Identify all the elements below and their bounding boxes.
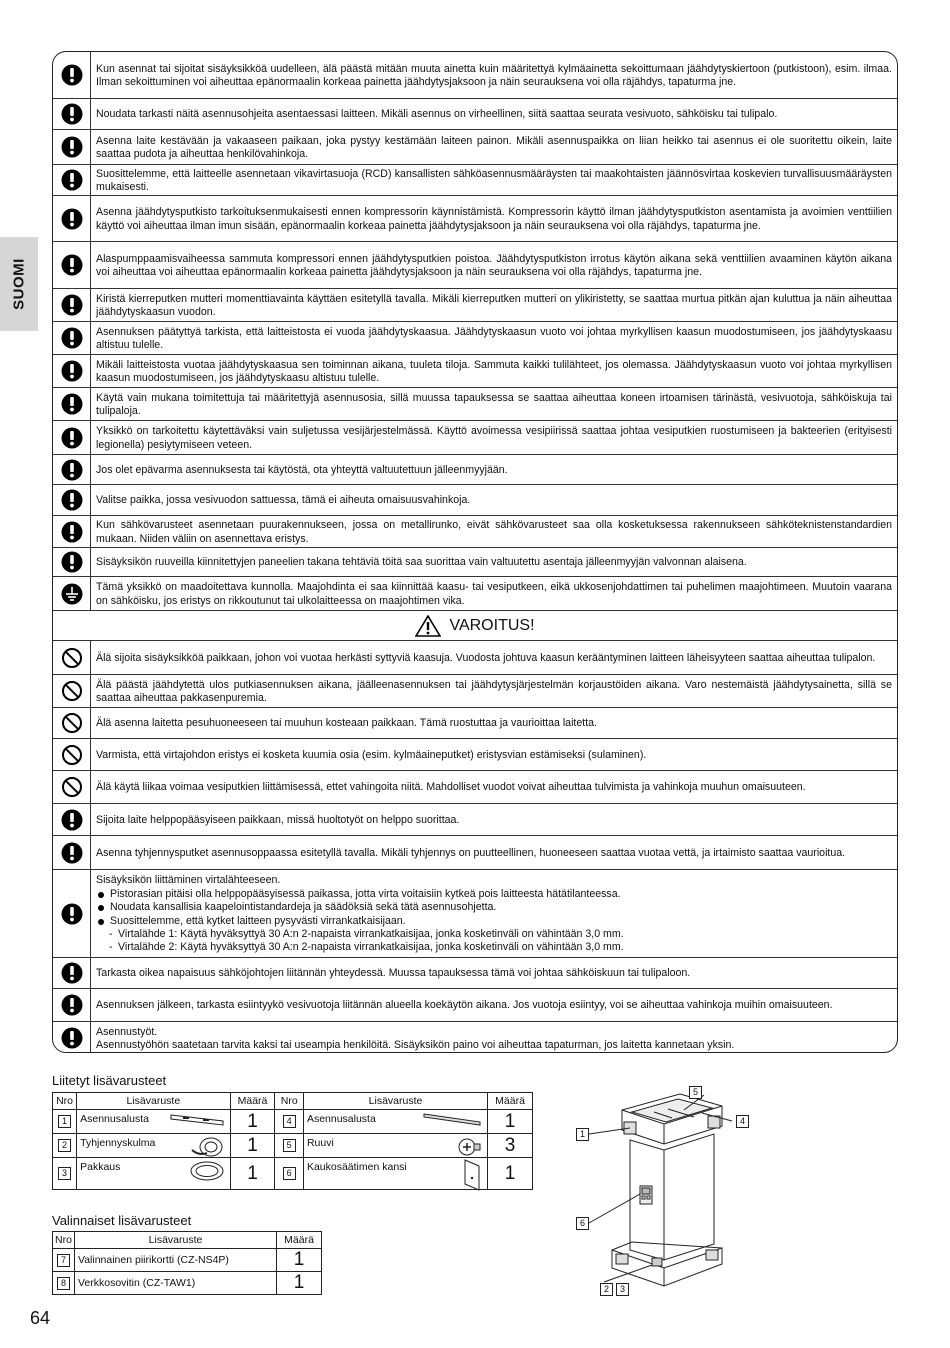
caution-text: Älä sijoita sisäyksikköä paikkaan, johon voi vuotaa herkästi syttyviä kaasuja. Vuodosta johtuva kaasun kerääntyminen laitteen läheisyyteen saattaa aiheuttaa tulipalon. xyxy=(96,651,876,664)
callout-4: 4 xyxy=(736,1115,749,1128)
warning-row xyxy=(53,387,897,420)
warning-text: Asenna laite kestävään ja vakaaseen paikaan, joka pystyy kestämään laiteen painon. Mikäli asennuspaikka on liian heikko tai asennus ei ole suoritettu oikein, laite saattaa pudota ja aiheuttaa henkilövahinkoja. xyxy=(96,134,892,160)
callout-5: 5 xyxy=(689,1086,702,1099)
warning-text: Jos olet epävarma asennuksesta tai käytöstä, ota yhteyttä valtuutettuun jälleenmyyjään. xyxy=(96,463,508,476)
caution-text: Tarkasta oikea napaisuus sähköjohtojen liitännän yhteydessä. Muussa tapauksessa tämä voi johtaa sähköiskuun tai tulipaloon. xyxy=(96,967,691,980)
warning-text: Tämä yksikkö on maadoitettava kunnolla. Maajohdinta ei saa kiinnittää kaasu- tai vesiputkeen, eikä ukkosenjohdattimen tai puhelimen maajohtimeen. Muutoin vaarana on sähköisku, jos eristys on rikkoutunut tai ulkolaitteessa on maajohtimen vika. xyxy=(96,581,892,607)
column-header: Nro xyxy=(53,1093,77,1110)
warning-text: Asenna jäähdytysputkisto tarkoituksenmukaisesti ennen kompressorin käynnistämistä. Kompressorin käyttö ilman jäähdytysputkiston asentamista ja avoimien venttiilien käyttö voi aiheuttaa ilman imun sisään, epänormaalin korkeaa painetta jäähdytysjaksoon ja näin seurauksena voi olla räjähdys, tapaturma jne. xyxy=(96,206,892,232)
caution-row xyxy=(53,988,897,1021)
callout-3: 3 xyxy=(616,1283,629,1296)
mandatory-action-icon xyxy=(53,989,91,1021)
installation-heading: Asennustyöt. xyxy=(96,1025,158,1038)
table-row xyxy=(53,1110,533,1134)
power-intro: Sisäyksikön liittäminen virtalähteeseen. xyxy=(96,874,281,887)
indoor-unit-diagram xyxy=(572,1082,772,1300)
warning-text: Alaspumppaamisvaiheessa sammuta kompressori ennen jäähdytysputkien poistoa. Jäähdytysputkiston irrotus käytön aikana sekä venttiilien avaaminen käytön aikana voi aiheuttaa voi aiheuttaa epänormaalin korkeaa painetta jäähdytysjaksoon ja näin seurauksena voi olla räjähdys, tapaturma jne. xyxy=(96,252,892,278)
caution-title: VAROITUS! xyxy=(449,617,535,634)
accessory-name: Tyhjennyskulma xyxy=(77,1134,230,1158)
warning-row xyxy=(53,52,897,98)
prohibited-icon xyxy=(53,675,91,707)
warning-row xyxy=(53,576,897,610)
warning-row xyxy=(53,288,897,321)
accessory-quantity: 1 xyxy=(277,1249,322,1272)
accessory-quantity: 1 xyxy=(488,1110,533,1134)
page-number: 64 xyxy=(30,1308,51,1328)
item-number: 2 xyxy=(53,1134,77,1158)
warning-row xyxy=(53,354,897,387)
column-header: Määrä xyxy=(230,1093,275,1110)
column-header: Lisävaruste xyxy=(74,1232,276,1249)
warning-triangle-icon xyxy=(415,615,441,637)
caution-text: Älä päästä jäähdytettä ulos putkiasennuksen aikana, jäälleenasennuksen tai jäähdytysjärjestelmän korjaustöiden aikana. Varo nestemäistä jäähdytysainetta, sillä se saattaa aiheuttaa pakkasenpuremia. xyxy=(96,678,892,704)
warning-row xyxy=(53,98,897,129)
mandatory-action-icon xyxy=(53,52,91,98)
caution-row xyxy=(53,738,897,770)
mandatory-action-icon xyxy=(53,421,91,454)
callout-2: 2 xyxy=(600,1283,613,1296)
prohibited-icon xyxy=(53,739,91,770)
mandatory-action-icon xyxy=(53,289,91,321)
caution-row xyxy=(53,674,897,707)
mandatory-action-icon xyxy=(53,322,91,354)
accessory-quantity: 3 xyxy=(488,1134,533,1158)
caution-row xyxy=(53,803,897,835)
warning-text: Mikäli laitteistosta vuotaa jäähdytyskaasua sen toiminnan aikana, tuuleta tiloja. Sammuta kaikki tulilähteet, jos olemassa. Jäähdytyskaasun vuoto voi johtaa myrkyllisen kaasun muodostumiseen, jos jäähdytyskaasu altistuu tulelle. xyxy=(96,358,892,384)
prohibited-icon xyxy=(53,641,91,674)
accessory-quantity: 1 xyxy=(230,1110,275,1134)
warning-row xyxy=(53,321,897,354)
installation-note: Asennustyöhön saatetaan tarvita kaksi tai useampia henkilöitä. Sisäyksikön paino voi aiheuttaa tapaturman, jos laitetta kannetaan yksin. xyxy=(96,1039,735,1051)
column-header: Lisävaruste xyxy=(303,1093,487,1110)
caution-row xyxy=(53,770,897,803)
caution-row xyxy=(53,957,897,988)
warning-row xyxy=(53,195,897,241)
callout-6: 6 xyxy=(576,1217,589,1230)
item-number: 4 xyxy=(275,1110,303,1134)
caution-header xyxy=(53,610,897,641)
warning-row xyxy=(53,454,897,484)
power-bullet: Pistorasian pitäisi olla helppopääsyisessä paikassa, jotta virta voitaisiin kytkeä pois laitteesta hätätilanteessa. xyxy=(96,888,892,901)
item-number: 8 xyxy=(53,1272,75,1295)
accessory-name: Pakkaus xyxy=(77,1158,230,1190)
mandatory-action-icon xyxy=(53,455,91,484)
column-header: Määrä xyxy=(488,1093,533,1110)
mandatory-action-icon xyxy=(53,99,91,129)
language-tab xyxy=(0,237,38,331)
mandatory-action-icon xyxy=(53,836,91,869)
accessory-quantity: 1 xyxy=(230,1158,275,1190)
mandatory-action-icon xyxy=(53,516,91,547)
warning-row xyxy=(53,547,897,576)
mandatory-action-icon xyxy=(53,355,91,387)
warning-text: Kiristä kierreputken mutteri momenttiavainta käyttäen esitetyllä tavalla. Mikäli kierreputken mutteri on ylikiristetty, se saattaa murtua pitkän ajan kuluttua ja näin aiheuttaa jäähdytyskaasun vuodon. xyxy=(96,292,892,318)
supplied-accessories-title: Liitetyt lisävarusteet xyxy=(52,1073,167,1088)
power-sub-item: - Virtalähde 2: Käytä hyväksyttyä 30 A:n 2-napaista virrankatkaisijaa, jonka kosketinväli on vähintään 3,0 mm. xyxy=(96,941,892,954)
table-row xyxy=(53,1158,533,1190)
warning-row xyxy=(53,515,897,547)
table-row xyxy=(53,1249,322,1272)
warning-text: Suosittelemme, että laitteelle asennetaan vikavirtasuoja (RCD) kansallisten sähköasennusmääräysten tai maakohtaisten jäännösvirtaa koskevien turvallisuusmääräysten mukaisesti. xyxy=(96,167,892,193)
prohibited-icon xyxy=(53,708,91,738)
accessory-name: Ruuvi xyxy=(303,1134,487,1158)
warning-text: Käytä vain mukana toimitettuja tai määritettyjä asennusosia, sillä muussa tapauksessa se saattaa aiheuttaa koneen irtoamisen tärinästä, vesivuotoja, sähköiskuja tai tulipaloja. xyxy=(96,391,892,417)
item-number: 6 xyxy=(275,1158,303,1190)
optional-accessories-title: Valinnaiset lisävarusteet xyxy=(52,1213,192,1228)
table-header-row xyxy=(53,1232,322,1249)
warning-text: Sisäyksikön ruuveilla kiinnitettyjen paneelien takana tehtäviä töitä saa suorittaa vain valtuutettu asentaja jälleenmyyjän valvonnan alaisena. xyxy=(96,556,747,569)
mandatory-action-icon xyxy=(53,388,91,420)
mandatory-action-icon xyxy=(53,804,91,835)
accessory-quantity: 1 xyxy=(488,1158,533,1190)
power-bullet: Noudata kansallisia kaapelointistandardeja ja säädöksiä sekä tätä asennusohjetta. xyxy=(96,901,892,914)
caution-row xyxy=(53,835,897,869)
table-header-row xyxy=(53,1093,533,1110)
power-bullet-list xyxy=(96,888,892,955)
item-number: 3 xyxy=(53,1158,77,1190)
warning-row xyxy=(53,164,897,195)
mandatory-action-icon xyxy=(53,165,91,195)
item-number: 1 xyxy=(53,1110,77,1134)
power-supply-row xyxy=(53,869,897,957)
safety-precautions-box xyxy=(52,51,898,1053)
warning-row xyxy=(53,420,897,454)
mandatory-action-icon xyxy=(53,196,91,241)
optional-accessories-table xyxy=(52,1231,322,1295)
accessory-name: Asennusalusta xyxy=(303,1110,487,1134)
accessory-name: Kaukosäätimen kansi xyxy=(303,1158,487,1190)
column-header: Nro xyxy=(275,1093,303,1110)
mandatory-action-icon xyxy=(53,958,91,988)
power-sub-item: - Virtalähde 1: Käytä hyväksyttyä 30 A:n 2-napaista virrankatkaisijaa, jonka kosketinväli on vähintään 3,0 mm. xyxy=(96,928,892,941)
caution-text: Varmista, että virtajohdon eristys ei kosketa kuumia osia (esim. kylmäaineputket) eristysvian estämiseksi (sulaminen). xyxy=(96,748,647,761)
mandatory-action-icon xyxy=(53,485,91,515)
callout-1: 1 xyxy=(576,1128,589,1141)
column-header: Nro xyxy=(53,1232,75,1249)
mandatory-action-icon xyxy=(53,1022,91,1053)
warning-text: Kun sähkövarusteet asennetaan puurakennukseen, jossa on metallirunko, eivät sähkövarusteet saa olla kosketuksessa rakennukseen sähköteknistenstandardien mukaan. Niiden väliin on asennettava eristys. xyxy=(96,519,892,545)
item-number: 5 xyxy=(275,1134,303,1158)
supplied-accessories-table xyxy=(52,1092,533,1190)
caution-text: Asennuksen jälkeen, tarkasta esiintyykö vesivuotoja liitännän alueella koekäytön aikana. Jos vuotoja esiintyy, voi se aiheuttaa vahinkoja muihin omaisuuteen. xyxy=(96,999,833,1012)
mandatory-action-icon xyxy=(53,130,91,164)
column-header: Määrä xyxy=(277,1232,322,1249)
warning-row xyxy=(53,484,897,515)
warning-text: Valitse paikka, jossa vesivuodon sattuessa, tämä ei aiheuta omaisuusvahinkoja. xyxy=(96,494,471,507)
caution-row xyxy=(53,640,897,674)
mandatory-action-icon xyxy=(53,548,91,576)
caution-text: Älä asenna laitetta pesuhuoneeseen tai muuhun kosteaan paikkaan. Tämä ruostuttaa ja vaurioittaa laitetta. xyxy=(96,717,597,730)
warning-row xyxy=(53,241,897,288)
caution-text: Sijoita laite helppopääsyiseen paikkaan, missä huoltotyöt on helppo suorittaa. xyxy=(96,813,460,826)
item-number: 7 xyxy=(53,1249,75,1272)
power-bullet: Suosittelemme, että kytket laitteen pysyvästi virrankatkaisijaan. xyxy=(96,915,892,928)
accessory-name: Asennusalusta xyxy=(77,1110,230,1134)
prohibited-icon xyxy=(53,771,91,803)
caution-text: Älä käytä liikaa voimaa vesiputkien liittämisessä, ettet vahingoita niitä. Mahdolliset vuodot voivat aiheuttaa tulvimista ja vahinkoja muuhun omaisuuteen. xyxy=(96,781,806,794)
caution-text xyxy=(91,1022,897,1053)
language-label: SUOMI xyxy=(10,258,28,310)
power-supply-text xyxy=(91,870,897,957)
warning-row xyxy=(53,129,897,164)
table-row xyxy=(53,1272,322,1295)
mandatory-action-icon xyxy=(53,870,91,957)
caution-row xyxy=(53,707,897,738)
caution-text: Asenna tyhjennysputket asennusoppaassa esitetyllä tavalla. Mikäli tyhjennys on puutteellinen, huoneeseen saattaa vuotaa vettä, ja irtaimisto saattaa vaurioitua. xyxy=(96,846,846,859)
accessory-name: Valinnainen piirikortti (CZ-NS4P) xyxy=(74,1249,276,1272)
caution-row xyxy=(53,1021,897,1053)
table-row xyxy=(53,1134,533,1158)
grounding-icon xyxy=(53,577,91,610)
mandatory-action-icon xyxy=(53,242,91,288)
warning-text: Asennuksen päätyttyä tarkista, että laitteistosta ei vuoda jäähdytyskaasua. Jäähdytyskaasun vuoto voi johtaa myrkyllisen kaasun muodostumiseen, jos jäähdytyskaasu altistuu tulelle. xyxy=(96,325,892,351)
accessory-name: Verkkosovitin (CZ-TAW1) xyxy=(74,1272,276,1295)
accessory-quantity: 1 xyxy=(230,1134,275,1158)
warning-text: Noudata tarkasti näitä asennusohjeita asentaessasi laitteen. Mikäli asennus on virheellinen, siitä saattaa seurata vesivuoto, sähköisku tai tulipalo. xyxy=(96,108,778,121)
accessory-quantity: 1 xyxy=(277,1272,322,1295)
warning-text: Yksikkö on tarkoitettu käytettäväksi vain suljetussa vesijärjestelmässä. Käyttö avoimessa vesipiirissä saattaa johtaa vesiputkien ruostumiseen ja bakteerien (erityisesti legionella) pesiytymiseen veteen. xyxy=(96,425,892,451)
warning-text: Kun asennat tai sijoitat sisäyksikköä uudelleen, älä päästä mitään muuta ainetta kuin määritettyä kylmäainetta sekoittumaan jäähdytyskiertoon (putkistoon), esim. ilmaa. Ilman sekoittuminen voi aiheuttaa epänormaalin korkeaa painetta jäähdytysjaksoon ja näin seurauksena voi olla räjähdys, tapaturma jne. xyxy=(96,62,892,88)
column-header: Lisävaruste xyxy=(77,1093,230,1110)
